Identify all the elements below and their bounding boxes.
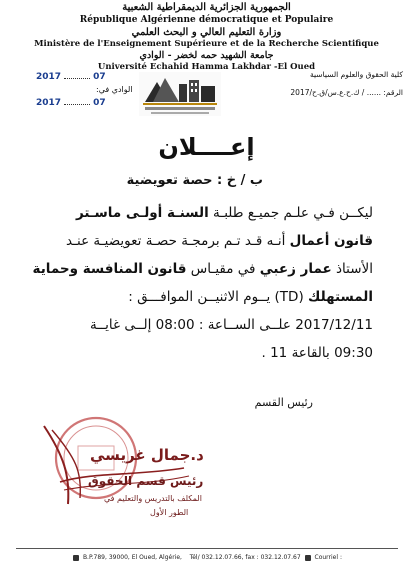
- header-ar-ministry: وزارة التعليم العالي و البحث العلمي: [131, 27, 282, 38]
- course-name-end: المستهلك: [308, 289, 373, 305]
- location-label: الوادي في:: [96, 85, 133, 94]
- envelope-icon: [305, 555, 311, 561]
- body-line-5: 2017/12/11 علــى الســاعة : 08:00 إلــى غايــة: [89, 317, 373, 333]
- date-bottom-month: 07: [93, 98, 106, 108]
- body-line-4: المستهلك (TD) يــوم الاثنيــن الموافـــق :: [128, 289, 373, 305]
- footer-phone: Tél/ 032.12.07.66, fax : 032.12.07.67: [189, 554, 301, 561]
- body-line-6: 09:30 بالقاعة 11 .: [261, 345, 373, 361]
- date-top-year: 2017: [36, 72, 62, 82]
- faculty-block: [253, 70, 403, 106]
- footer-address: B.P.789, 39000, El Oued, Algérie,: [82, 554, 182, 561]
- program-name: قانون أعمال: [289, 233, 373, 249]
- header-ar-university: جامعة الشهيد حمه لخضر - الوادي: [139, 50, 274, 61]
- body-line-1: ليكــن فـي علـم جميـع طلبـة السنـة أولـى ماسـتر: [76, 205, 373, 221]
- faculty-name: كلية الحقوق والعلوم السياسية: [310, 70, 403, 79]
- signature-line-4: الطور الأول: [150, 508, 189, 517]
- professor-name: عمار زعبي: [259, 261, 332, 277]
- signature-name: د.جمال غريسي: [90, 446, 204, 464]
- date-bottom-year: 2017: [36, 98, 62, 108]
- student-level: السنـة أولـى ماسـتر: [76, 205, 209, 221]
- reference-number: الرقم: ...... / ك.ح.ع.س/ق.ح/2017: [290, 88, 403, 97]
- course-name: قانون المنافسة وحماية: [32, 261, 187, 277]
- date-stamp-bottom: [36, 98, 106, 108]
- header-ar-republic: الجمهورية الجزائرية الديمقراطية الشعبية: [122, 2, 291, 13]
- signature-role: رئيس قسم الحقوق: [88, 474, 204, 488]
- mail-icon: [73, 555, 79, 561]
- header-fr-ministry: Ministère de l'Enseignement Supérieure et de la Recherche Scientifique: [34, 39, 379, 49]
- header-fr-university: Université Echahid Hamma Lakhdar -El Oued: [97, 62, 316, 72]
- department-head-label: رئيس القسم: [254, 396, 313, 409]
- footer-contact: [0, 554, 413, 561]
- date-stamp-top: [36, 72, 106, 82]
- footer-email-label: Courriel :: [314, 554, 342, 561]
- signature-line-3: المكلف بالتدريس والتعليم في: [104, 494, 202, 503]
- body-line-3: الأستاذ عمار زعبي في مقيـاس قانون المنافسة وحماية: [32, 261, 373, 277]
- official-stamp: [24, 412, 199, 522]
- date-top-month: 07: [93, 72, 106, 82]
- university-logo: [139, 72, 221, 116]
- announcement-subject: ب / خ : حصة تعويضية: [126, 173, 263, 188]
- body-line-2: قانون أعمال أنـه قـد تـم برمجـة حصـة تعويضيـة عنـد: [65, 233, 373, 249]
- announcement-title: إعــــلان: [158, 133, 255, 161]
- footer-divider: [16, 548, 398, 549]
- header-fr-republic: République Algérienne démocratique et Populaire: [79, 15, 334, 25]
